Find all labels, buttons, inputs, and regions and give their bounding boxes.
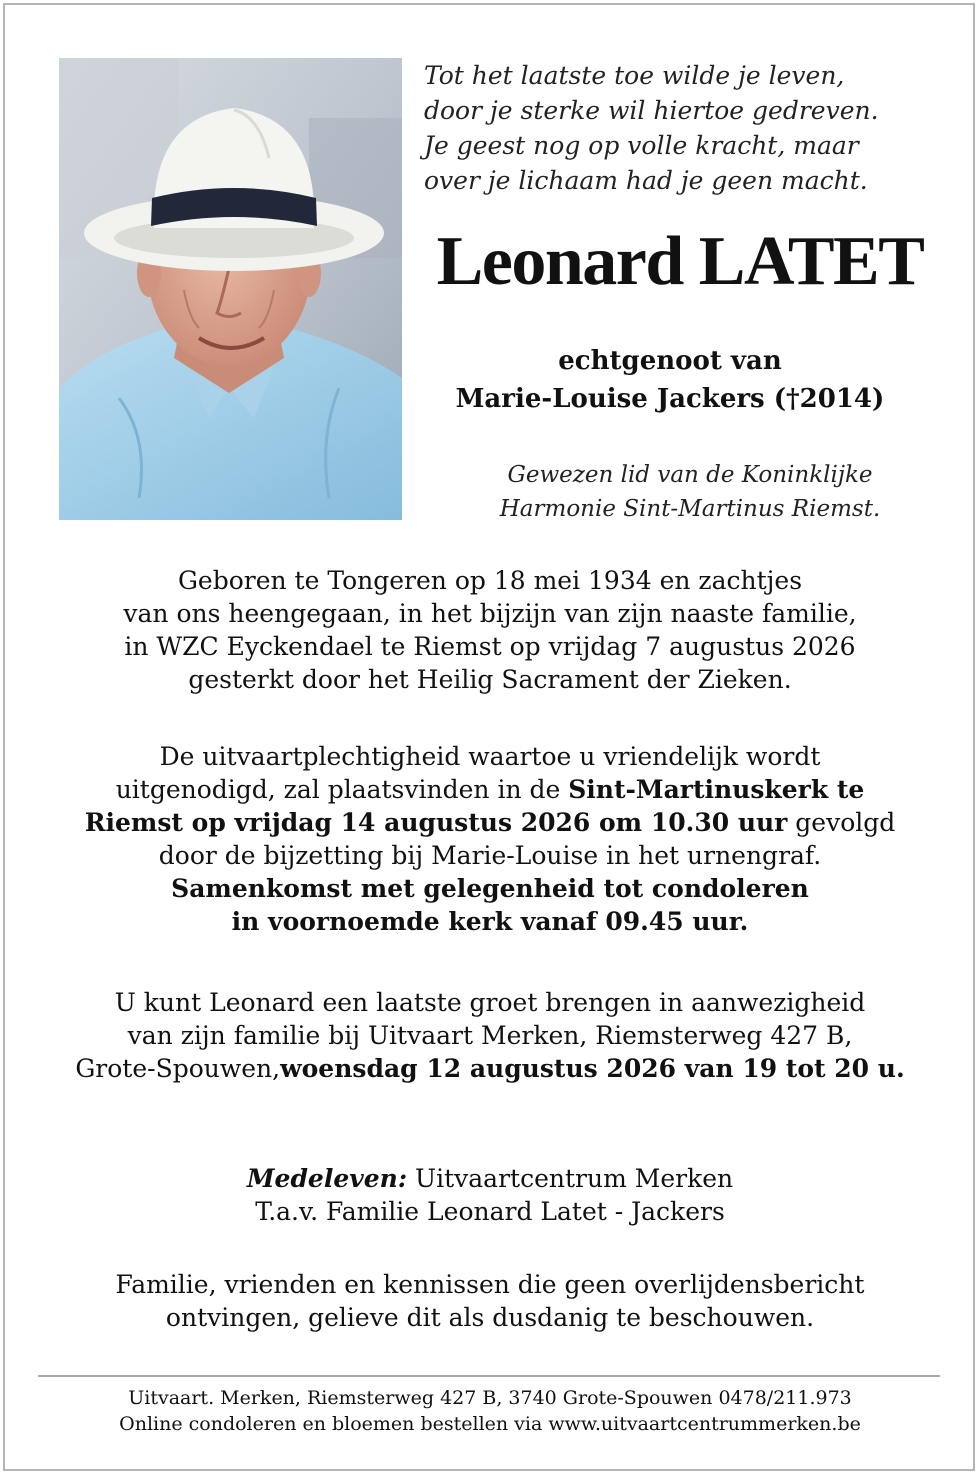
ceremony-text: uitgenodigd, zal plaatsvinden in de: [115, 775, 569, 804]
spouse-line: Marie-Louise Jackers (†2014): [455, 384, 885, 414]
paragraph-line: door de bijzetting bij Marie-Louise in het urnengraf.: [158, 841, 822, 870]
footer: [0, 1385, 980, 1437]
condolence-paragraph: [0, 1162, 980, 1228]
ceremony-text: gevolgd: [787, 808, 896, 837]
footer-divider: [38, 1375, 940, 1377]
paragraph-line: De uitvaartplechtigheid waartoe u vriendelijk wordt: [159, 742, 821, 771]
paragraph-line: T.a.v. Familie Leonard Latet - Jackers: [255, 1197, 725, 1226]
paragraph-line: [0, 773, 980, 806]
ceremony-church: Sint-Martinuskerk te: [568, 775, 865, 804]
paragraph-line: [0, 806, 980, 839]
spouse-info: [410, 342, 930, 418]
paragraph-line: van ons heengegaan, in het bijzijn van zijn naaste familie,: [123, 599, 857, 628]
paragraph-line: [0, 1052, 980, 1085]
gathering-line: Samenkomst met gelegenheid tot condoleren: [171, 874, 809, 903]
deceased-name: Leonard LATET: [436, 223, 924, 300]
birth-paragraph: [0, 564, 980, 696]
membership-line: Harmonie Sint-Martinus Riemst.: [499, 496, 881, 522]
paragraph-line: Geboren te Tongeren op 18 mei 1934 en zachtjes: [177, 566, 803, 595]
portrait-photo: [59, 58, 402, 520]
paragraph-line: ontvingen, gelieve dit als dusdanig te beschouwen.: [165, 1303, 815, 1332]
poem: [424, 58, 944, 198]
paragraph-line: gesterkt door het Heilig Sacrament der Zieken.: [188, 665, 792, 694]
ceremony-datetime: Riemst op vrijdag 14 augustus 2026 om 10.30 uur: [84, 808, 788, 837]
paragraph-line: [0, 1162, 980, 1195]
notice-paragraph: [0, 1268, 980, 1334]
footer-website[interactable]: Online condoleren en bloemen bestellen via www.uitvaartcentrummerken.be: [119, 1413, 861, 1435]
paragraph-line: van zijn familie bij Uitvaart Merken, Riemsterweg 427 B,: [127, 1021, 853, 1050]
farewell-place: Grote-Spouwen,: [75, 1054, 281, 1083]
footer-address: Uitvaart. Merken, Riemsterweg 427 B, 3740 Grote-Spouwen 0478/211.973: [128, 1387, 852, 1409]
poem-line: door je sterke wil hiertoe gedreven.: [424, 96, 879, 125]
poem-line: Je geest nog op volle kracht, maar: [424, 131, 859, 160]
farewell-paragraph: [0, 986, 980, 1085]
paragraph-line: U kunt Leonard een laatste groet brengen in aanwezigheid: [114, 988, 866, 1017]
condolence-recipient: Uitvaartcentrum Merken: [407, 1164, 734, 1193]
ceremony-paragraph: [0, 740, 980, 938]
farewell-datetime: woensdag 12 augustus 2026 van 19 tot 20 u.: [280, 1054, 905, 1083]
condolence-label: Medeleven:: [246, 1164, 408, 1193]
gathering-line: in voornoemde kerk vanaf 09.45 uur.: [231, 907, 749, 936]
membership-line: Gewezen lid van de Koninklijke: [507, 462, 873, 488]
poem-line: over je lichaam had je geen macht.: [424, 166, 868, 195]
poem-line: Tot het laatste toe wilde je leven,: [424, 61, 845, 90]
membership-info: [410, 458, 970, 526]
paragraph-line: Familie, vrienden en kennissen die geen overlijdensbericht: [115, 1270, 865, 1299]
paragraph-line: in WZC Eyckendael te Riemst op vrijdag 7 augustus 2026: [124, 632, 856, 661]
spouse-line: echtgenoot van: [558, 346, 782, 376]
